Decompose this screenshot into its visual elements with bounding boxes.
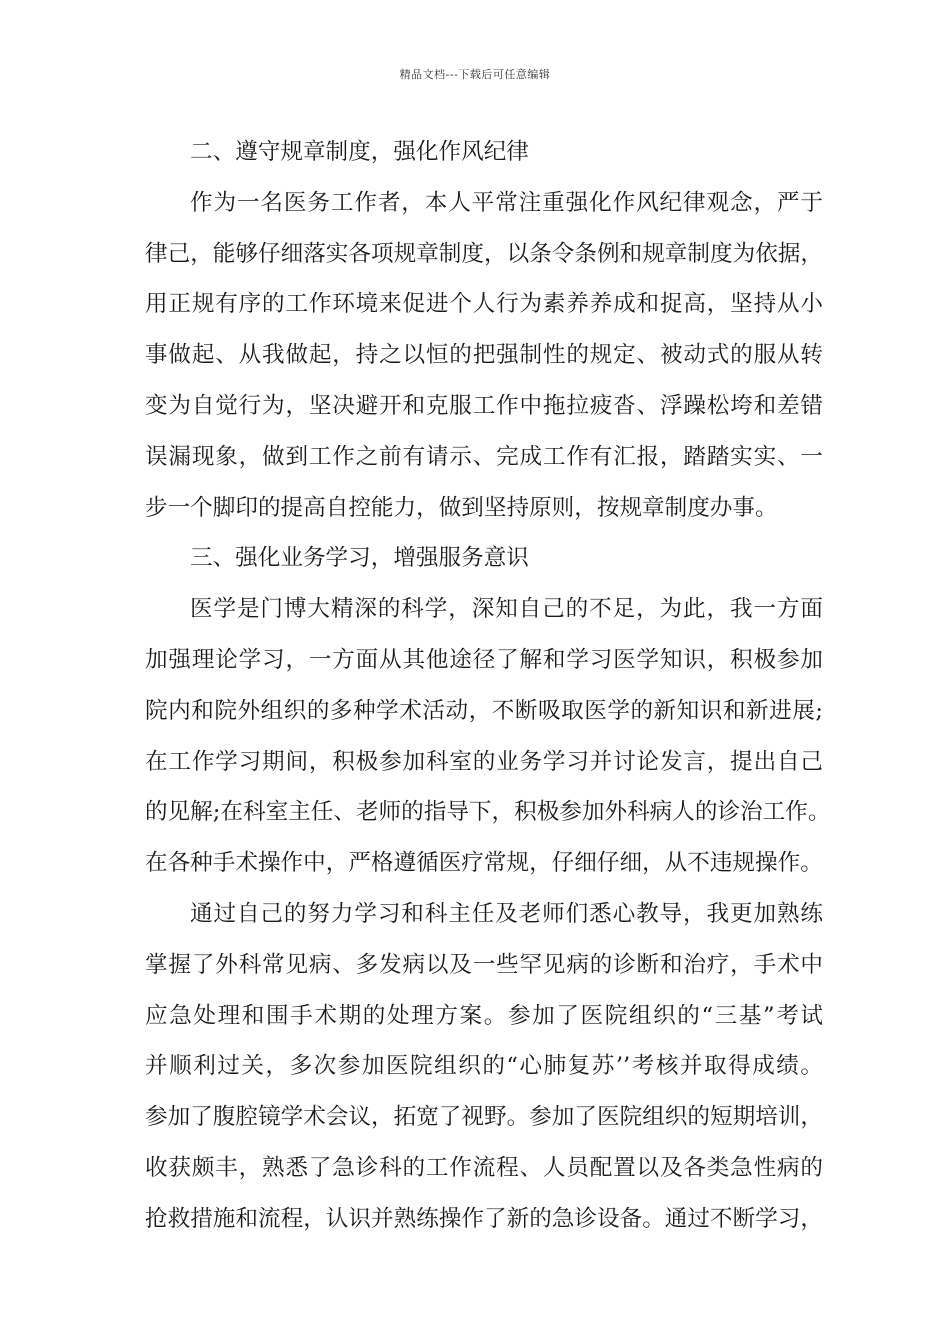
- document-body: [145, 135, 831, 1253]
- section-heading-2: 二、遵守规章制度，强化作风纪律: [190, 139, 529, 165]
- paragraph-line: 误漏现象，做到工作之前有请示、完成工作有汇报，踏踏实实、一: [145, 443, 823, 470]
- page-header: 精品文档---下载后可任意编辑: [399, 68, 551, 81]
- paragraph-line: 变为自觉行为，坚决避开和克服工作中拖拉疲沓、浮躁松垮和差错: [145, 392, 823, 419]
- paragraph-line: 作为一名医务工作者，本人平常注重强化作风纪律观念，严于: [190, 189, 823, 216]
- paragraph-line: 院内和院外组织的多种学术活动，不断吸取医学的新知识和新进展;: [145, 697, 823, 724]
- paragraph-line: 通过自己的努力学习和科主任及老师们悉心教导，我更加熟练: [190, 900, 823, 927]
- paragraph-line: 并顺利过关，多次参加医院组织的“心肺复苏’’考核并取得成绩。: [145, 1053, 823, 1080]
- paragraph-line: 在工作学习期间，积极参加科室的业务学习并讨论发言，提出自己: [145, 748, 823, 775]
- paragraph-line: 掌握了外科常见病、多发病以及一些罕见病的诊断和治疗，手术中: [145, 951, 823, 978]
- paragraph-line: 加强理论学习，一方面从其他途径了解和学习医学知识，积极参加: [145, 646, 823, 673]
- paragraph-line: 步一个脚印的提高自控能力，做到坚持原则，按规章制度办事。: [145, 494, 778, 521]
- paragraph-line: 用正规有序的工作环境来促进个人行为素养养成和捉高，坚持从小: [145, 291, 823, 318]
- paragraph-line: 收获颇丰，熟悉了急诊科的工作流程、人员配置以及各类急性病的: [145, 1154, 823, 1181]
- paragraph-line: 参加了腹腔镜学术会议，拓宽了视野。参加了医院组织的短期培训，: [145, 1104, 823, 1131]
- paragraph-line: 抢救措施和流程，认识并熟练操作了新的急诊设备。通过不断学习，: [145, 1205, 823, 1232]
- section-heading-3: 三、强化业务学习，增强服务意识: [190, 545, 529, 572]
- paragraph-line: 在各种手术操作中，严格遵循医疗常规，仔细仔细，从不违规操作。: [145, 850, 823, 877]
- paragraph-line: 的见解;在科室主任、老师的指导下，积极参加外科病人的诊治工作。: [145, 799, 831, 826]
- paragraph-line: 事做起、从我做起，持之以恒的把强制性的规定、被动式的服从转: [145, 342, 823, 369]
- paragraph-line: 医学是门博大精深的科学，深知自己的不足，为此，我一方面: [190, 596, 823, 623]
- paragraph-line: 应急处理和围手术期的处理方案。参加了医院组织的“三基”考试: [145, 1002, 823, 1029]
- paragraph-line: 律己，能够仔细落实各项规章制度，以条令条例和规章制度为依据，: [145, 240, 823, 267]
